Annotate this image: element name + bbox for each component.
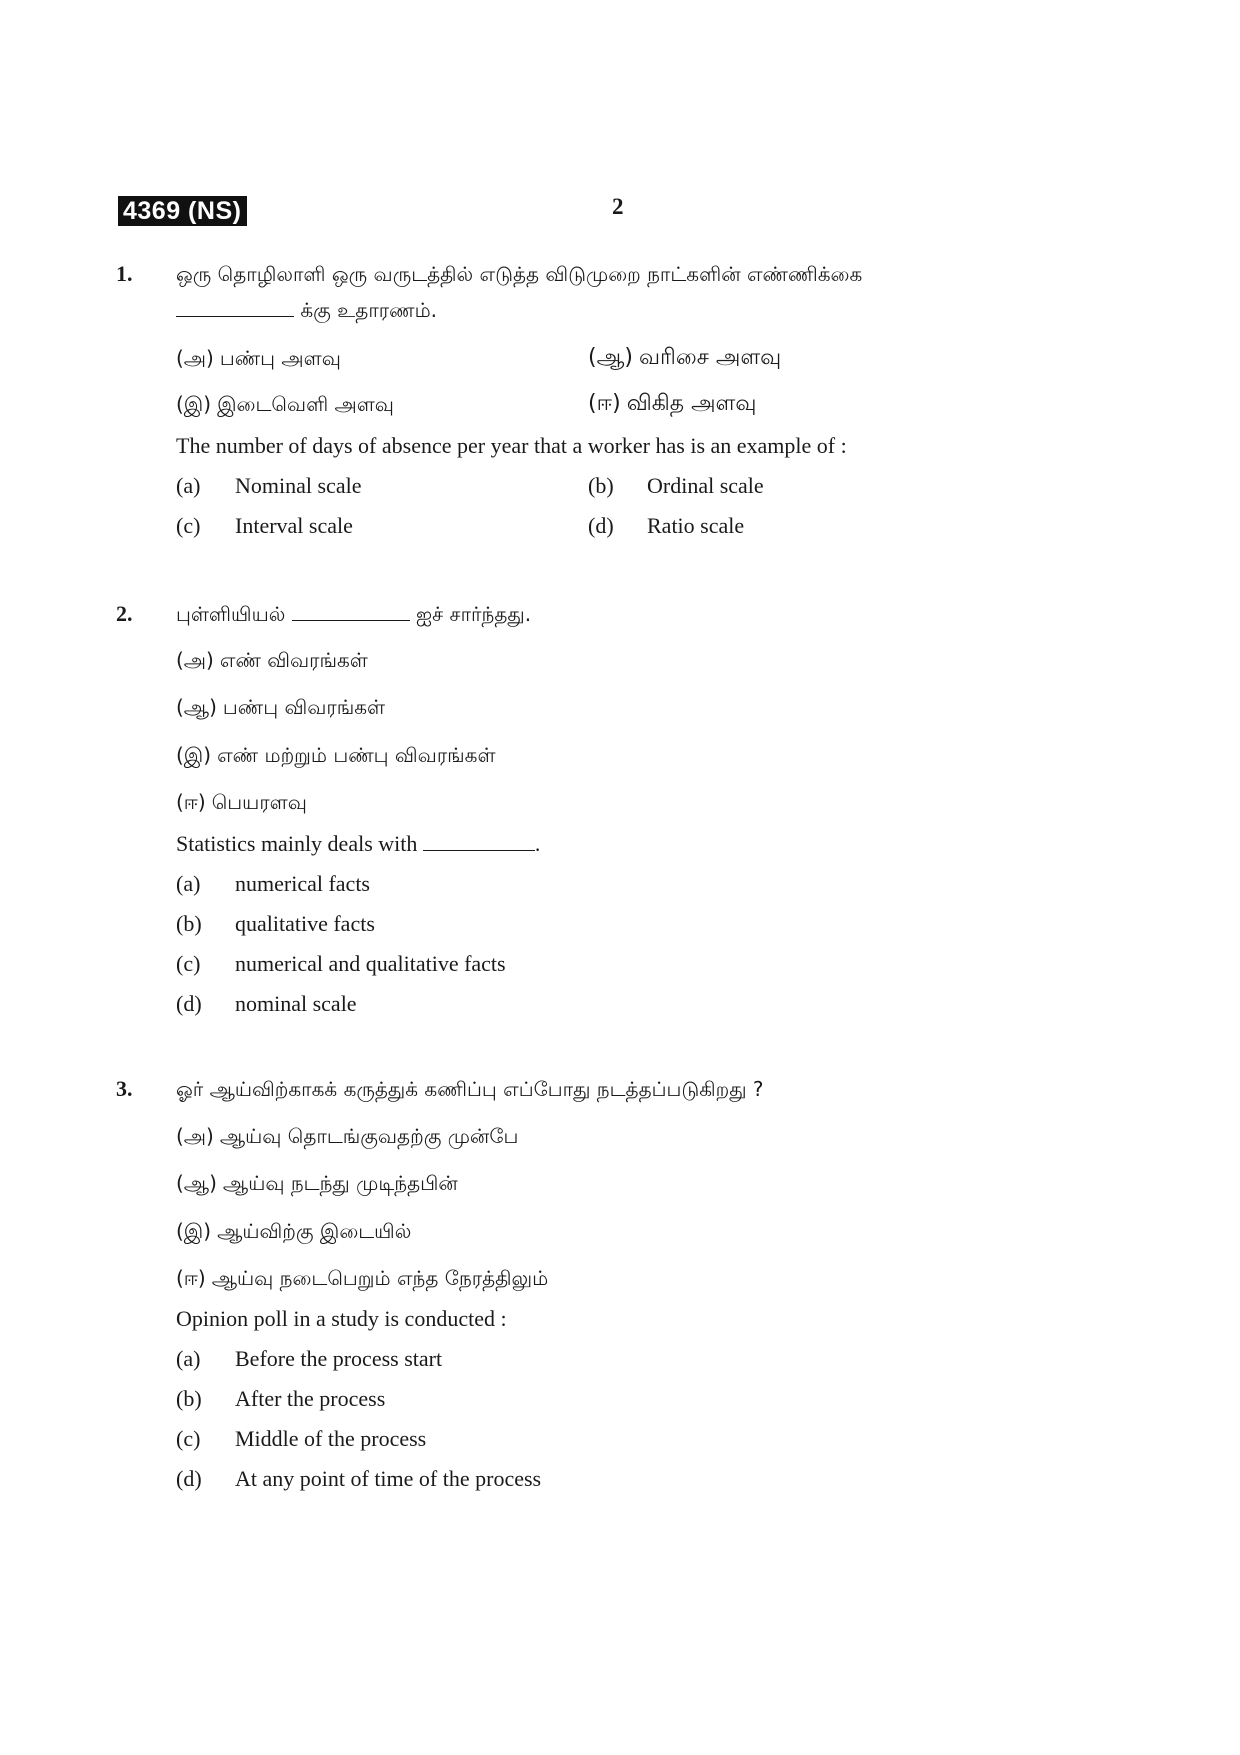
option-label: (a) (176, 1346, 201, 1371)
option-text: Before the process start (235, 1346, 443, 1371)
option-text: ஆய்வு தொடங்குவதற்கு முன்பே (219, 1124, 519, 1148)
option-text: எண் மற்றும் பண்பு விவரங்கள் (217, 743, 496, 767)
option-text: At any point of time of the process (235, 1466, 542, 1491)
english-option-d (176, 986, 357, 1022)
option-label: (ஈ) (588, 391, 621, 416)
option-label: (ஆ) (588, 345, 633, 370)
english-option-d (176, 1461, 541, 1497)
option-label: (இ) (176, 392, 212, 416)
option-text: இடைவெளி அளவு (217, 392, 394, 416)
option-label: (c) (176, 1426, 201, 1451)
english-option-b (176, 906, 375, 942)
english-option-a (176, 468, 361, 504)
english-option-c (176, 1421, 426, 1457)
option-label: (இ) (176, 1219, 212, 1243)
option-text: Nominal scale (235, 473, 362, 498)
english-question-suffix: . (534, 831, 541, 856)
option-label: (d) (176, 1466, 202, 1491)
option-text: விகித அளவு (626, 391, 757, 416)
answer-blank (423, 832, 535, 851)
tamil-option-d (176, 784, 307, 820)
tamil-question: ஓர் ஆய்விற்காகக் கருத்துக் கணிப்பு எப்போது நடத்தப்படுகிறது ? (176, 1077, 764, 1101)
english-option-c (176, 946, 506, 982)
tamil-option-c (176, 386, 394, 422)
option-text: numerical facts (235, 871, 370, 896)
tamil-option-d (176, 1260, 548, 1296)
english-option-a (176, 1341, 442, 1377)
option-label: (c) (176, 951, 201, 976)
answer-blank (292, 602, 410, 621)
option-text: பண்பு விவரங்கள் (222, 695, 386, 719)
option-label: (அ) (176, 346, 214, 370)
tamil-option-c (176, 1213, 411, 1249)
tamil-question-line-1: ஒரு தொழிலாளி ஒரு வருடத்தில் எடுத்த விடுமுறை நாட்களின் எண்ணிக்கை (176, 262, 863, 286)
option-text: ஆய்விற்கு இடையில் (217, 1219, 412, 1243)
tamil-question-suffix: ஐச் சார்ந்தது. (409, 602, 532, 626)
tamil-option-a (176, 642, 368, 678)
option-text: எண் விவரங்கள் (219, 648, 368, 672)
option-label: (b) (588, 473, 614, 498)
question-number: 1. (116, 261, 133, 286)
option-text: பெயரளவு (211, 790, 307, 814)
option-text: After the process (235, 1386, 386, 1411)
option-label: (அ) (176, 648, 214, 672)
english-option-a (176, 866, 370, 902)
option-label: (அ) (176, 1124, 214, 1148)
option-label: (a) (176, 871, 201, 896)
option-text: qualitative facts (235, 911, 375, 936)
option-label: (b) (176, 911, 202, 936)
english-option-c (176, 508, 353, 544)
option-text: ஆய்வு நடைபெறும் எந்த நேரத்திலும் (211, 1266, 549, 1290)
english-option-b (176, 1381, 385, 1417)
page-number: 2 (612, 194, 624, 219)
tamil-option-b (176, 1165, 458, 1201)
option-text: Interval scale (235, 513, 353, 538)
tamil-question-suffix: க்கு உதாரணம். (294, 298, 438, 322)
tamil-option-a (176, 1118, 518, 1154)
option-text: nominal scale (235, 991, 357, 1016)
tamil-option-d (588, 386, 756, 422)
option-text: வரிசை அளவு (639, 345, 782, 370)
question-number: 3. (116, 1076, 133, 1101)
question-number: 2. (116, 601, 133, 626)
tamil-option-a (176, 340, 341, 376)
english-option-d (588, 508, 744, 544)
tamil-option-b (588, 340, 781, 376)
option-text: Middle of the process (235, 1426, 427, 1451)
answer-blank (176, 298, 294, 317)
option-label: (d) (588, 513, 614, 538)
option-label: (ஆ) (176, 695, 217, 719)
tamil-question-prefix: புள்ளியியல் (176, 602, 292, 626)
option-label: (d) (176, 991, 202, 1016)
option-text: Ordinal scale (647, 473, 764, 498)
tamil-option-c (176, 737, 496, 773)
english-question: The number of days of absence per year that a worker has is an example of : (176, 433, 847, 458)
tamil-option-b (176, 689, 385, 725)
option-label: (இ) (176, 743, 212, 767)
option-label: (c) (176, 513, 201, 538)
option-label: (ஆ) (176, 1171, 217, 1195)
tamil-question-line-2 (176, 292, 437, 328)
option-text: பண்பு அளவு (219, 346, 341, 370)
tamil-question (176, 596, 531, 632)
english-question (176, 826, 540, 862)
option-text: ஆய்வு நடந்து முடிந்தபின் (222, 1171, 458, 1195)
option-text: numerical and qualitative facts (235, 951, 506, 976)
option-text: Ratio scale (647, 513, 745, 538)
english-question: Opinion poll in a study is conducted : (176, 1306, 507, 1331)
english-question-prefix: Statistics mainly deals with (176, 831, 423, 856)
option-label: (ஈ) (176, 790, 206, 814)
option-label: (a) (176, 473, 201, 498)
option-label: (ஈ) (176, 1266, 206, 1290)
option-label: (b) (176, 1386, 202, 1411)
paper-code: 4369 (NS) (118, 196, 247, 226)
english-option-b (588, 468, 764, 504)
